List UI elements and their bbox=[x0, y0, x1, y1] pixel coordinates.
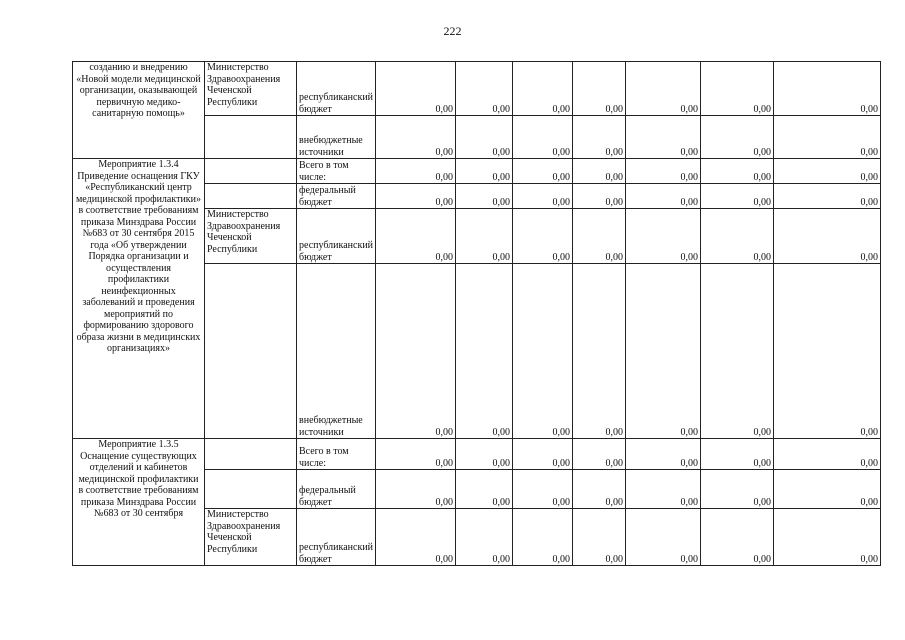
value-cell: 0,00 bbox=[573, 264, 626, 439]
value-cell: 0,00 bbox=[456, 439, 513, 470]
value-cell: 0,00 bbox=[376, 470, 456, 509]
value-cell: 0,00 bbox=[573, 159, 626, 184]
value-cell: 0,00 bbox=[513, 184, 573, 209]
value-cell: 0,00 bbox=[513, 116, 573, 159]
value-cell: 0,00 bbox=[513, 264, 573, 439]
executor-cell bbox=[205, 439, 297, 470]
value-cell: 0,00 bbox=[774, 159, 881, 184]
value-cell: 0,00 bbox=[701, 439, 774, 470]
value-cell: 0,00 bbox=[774, 116, 881, 159]
value-cell: 0,00 bbox=[456, 264, 513, 439]
value-cell: 0,00 bbox=[513, 470, 573, 509]
executor-cell bbox=[205, 470, 297, 509]
value-cell: 0,00 bbox=[376, 509, 456, 566]
executor-cell bbox=[205, 159, 297, 184]
value-cell: 0,00 bbox=[513, 509, 573, 566]
source-cell: внебюджетные источники bbox=[297, 264, 376, 439]
event-cell: Мероприятие 1.3.4 Приведение оснащения ГКУ «Республиканский центр медицинской профилактики» в соответствие требованиям приказа Минздрава России №683 от 30 сентября 2015 года «Об утверждении Порядка организации и осуществления профилактики неинфекционных заболеваний и проведения мероприятий по формированию здорового образа жизни в медицинских организациях» bbox=[73, 159, 205, 439]
value-cell: 0,00 bbox=[513, 159, 573, 184]
source-cell: республиканский бюджет bbox=[297, 509, 376, 566]
value-cell: 0,00 bbox=[456, 509, 513, 566]
source-cell: федеральный бюджет bbox=[297, 470, 376, 509]
value-cell: 0,00 bbox=[626, 116, 701, 159]
value-cell: 0,00 bbox=[456, 470, 513, 509]
value-cell: 0,00 bbox=[701, 470, 774, 509]
value-cell: 0,00 bbox=[774, 470, 881, 509]
value-cell: 0,00 bbox=[701, 116, 774, 159]
value-cell: 0,00 bbox=[573, 439, 626, 470]
source-cell: федеральный бюджет bbox=[297, 184, 376, 209]
value-cell: 0,00 bbox=[774, 62, 881, 116]
value-cell: 0,00 bbox=[701, 159, 774, 184]
value-cell: 0,00 bbox=[626, 470, 701, 509]
executor-cell: Министерство Здравоохранения Чеченской Республики bbox=[205, 209, 297, 264]
value-cell: 0,00 bbox=[626, 439, 701, 470]
value-cell: 0,00 bbox=[513, 439, 573, 470]
value-cell: 0,00 bbox=[456, 184, 513, 209]
value-cell: 0,00 bbox=[376, 439, 456, 470]
source-cell: Всего в том числе: bbox=[297, 159, 376, 184]
value-cell: 0,00 bbox=[376, 159, 456, 184]
value-cell: 0,00 bbox=[456, 116, 513, 159]
budget-table bbox=[72, 61, 881, 566]
table-row bbox=[73, 439, 881, 470]
value-cell: 0,00 bbox=[376, 184, 456, 209]
page-number: 222 bbox=[443, 24, 462, 38]
value-cell: 0,00 bbox=[376, 264, 456, 439]
event-cell: созданию и внедрению «Новой модели медицинской организации, оказывающей первичную медико-санитарную помощь» bbox=[73, 62, 205, 159]
value-cell: 0,00 bbox=[456, 159, 513, 184]
value-cell: 0,00 bbox=[774, 439, 881, 470]
executor-cell: Министерство Здравоохранения Чеченской Республики bbox=[205, 509, 297, 566]
value-cell: 0,00 bbox=[626, 509, 701, 566]
value-cell: 0,00 bbox=[573, 470, 626, 509]
value-cell: 0,00 bbox=[573, 509, 626, 566]
source-cell: внебюджетные источники bbox=[297, 116, 376, 159]
value-cell: 0,00 bbox=[376, 62, 456, 116]
source-cell: Всего в том числе: bbox=[297, 439, 376, 470]
value-cell: 0,00 bbox=[626, 264, 701, 439]
value-cell: 0,00 bbox=[573, 116, 626, 159]
event-cell: Мероприятие 1.3.5 Оснащение существующих отделений и кабинетов медицинской профилактики в соответствие требованиям приказа Минздрава России №683 от 30 сентября bbox=[73, 439, 205, 566]
value-cell: 0,00 bbox=[626, 184, 701, 209]
value-cell: 0,00 bbox=[376, 116, 456, 159]
value-cell: 0,00 bbox=[774, 209, 881, 264]
value-cell: 0,00 bbox=[701, 264, 774, 439]
value-cell: 0,00 bbox=[626, 209, 701, 264]
value-cell: 0,00 bbox=[456, 62, 513, 116]
value-cell: 0,00 bbox=[573, 62, 626, 116]
value-cell: 0,00 bbox=[376, 209, 456, 264]
value-cell: 0,00 bbox=[573, 184, 626, 209]
value-cell: 0,00 bbox=[774, 509, 881, 566]
value-cell: 0,00 bbox=[701, 184, 774, 209]
executor-cell bbox=[205, 184, 297, 209]
executor-cell bbox=[205, 264, 297, 439]
executor-cell: Министерство Здравоохранения Чеченской Республики bbox=[205, 62, 297, 116]
value-cell: 0,00 bbox=[701, 509, 774, 566]
source-cell: республиканский бюджет bbox=[297, 62, 376, 116]
value-cell: 0,00 bbox=[513, 62, 573, 116]
value-cell: 0,00 bbox=[626, 62, 701, 116]
value-cell: 0,00 bbox=[456, 209, 513, 264]
source-cell: республиканский бюджет bbox=[297, 209, 376, 264]
value-cell: 0,00 bbox=[774, 184, 881, 209]
table-row bbox=[73, 159, 881, 184]
executor-cell bbox=[205, 116, 297, 159]
value-cell: 0,00 bbox=[513, 209, 573, 264]
value-cell: 0,00 bbox=[701, 209, 774, 264]
table-row bbox=[73, 62, 881, 116]
value-cell: 0,00 bbox=[701, 62, 774, 116]
value-cell: 0,00 bbox=[626, 159, 701, 184]
value-cell: 0,00 bbox=[774, 264, 881, 439]
value-cell: 0,00 bbox=[573, 209, 626, 264]
